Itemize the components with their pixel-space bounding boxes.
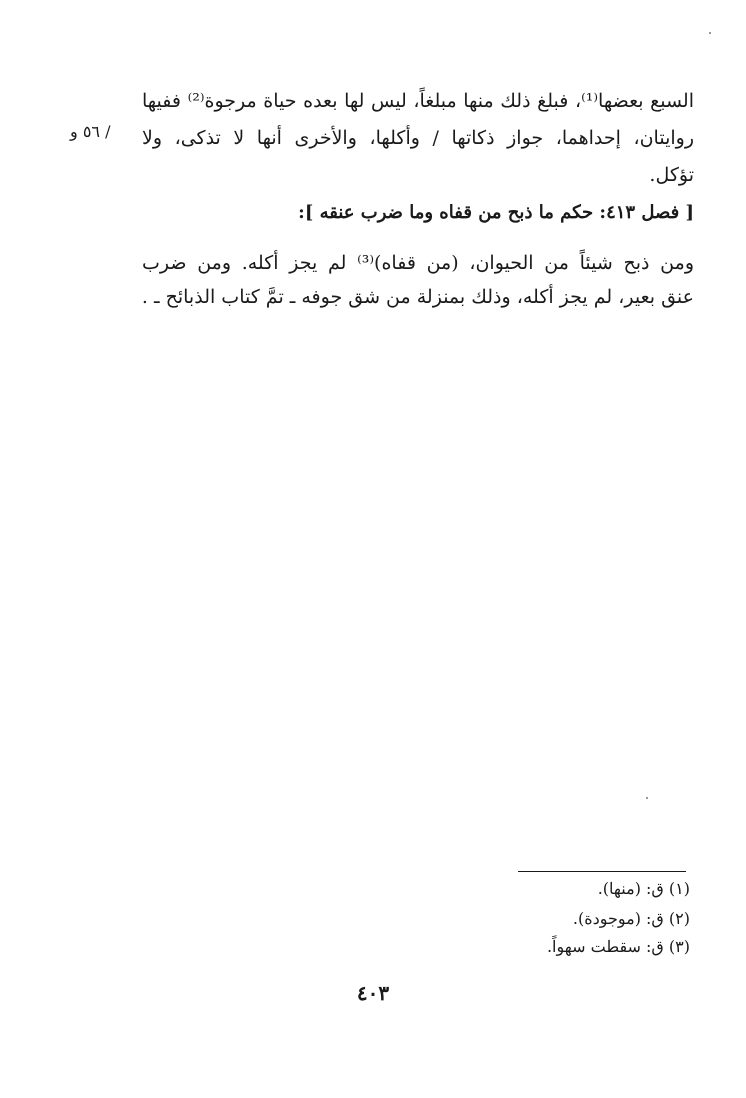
body-line-1: السبع بعضها⁽¹⁾، فبلغ ذلك منها مبلغاً، ليس لها بعده حياة مرجوة⁽²⁾ ففيها bbox=[142, 90, 694, 112]
section-line-2: عنق بعير، لم يجز أكله، وذلك بمنزلة من شق جوفه ـ تمَّ كتاب الذبائح ـ . bbox=[141, 286, 694, 308]
footnote-3: (٣) ق: سقطت سهواً. bbox=[546, 937, 690, 956]
page-number: ٤٠٣ bbox=[356, 981, 390, 1005]
manuscript-folio-marker: / ٥٦ و bbox=[70, 122, 111, 141]
footnote-1: (١) ق: (منها). bbox=[597, 879, 690, 898]
footnote-2: (٢) ق: (موجودة). bbox=[572, 909, 690, 928]
footnote-divider bbox=[518, 871, 686, 872]
section-heading: [ فصل ٤١٣: حكم ما ذبح من قفاه وما ضرب عنقه ]: bbox=[298, 202, 694, 223]
body-line-3: تؤكل. bbox=[649, 164, 694, 186]
section-line-1: ومن ذبح شيئاً من الحيوان، (من قفاه)⁽³⁾ لم يجز أكله. ومن ضرب bbox=[142, 252, 695, 274]
scan-speck bbox=[709, 32, 711, 34]
scan-speck bbox=[646, 797, 648, 799]
body-line-2: روايتان، إحداهما، جواز ذكاتها / وأكلها، والأخرى أنها لا تذكى، ولا bbox=[142, 127, 694, 149]
